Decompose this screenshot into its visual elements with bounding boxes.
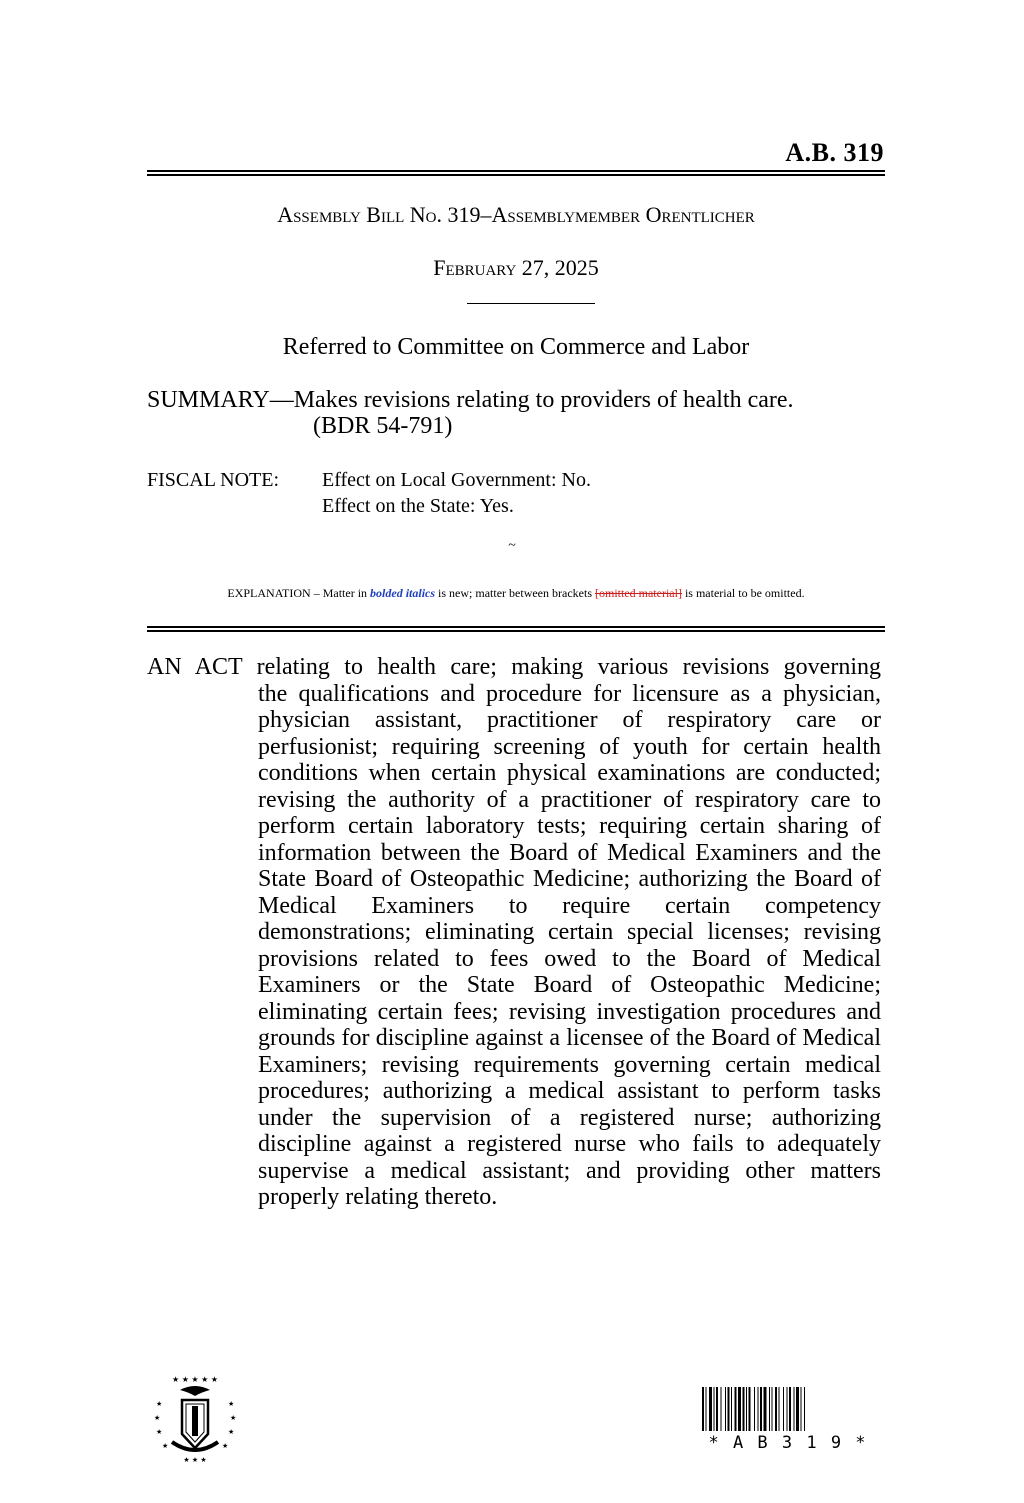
bill-date: February 27, 2025 <box>433 255 599 280</box>
svg-text:★: ★ <box>162 1442 169 1450</box>
barcode-bar <box>775 1387 777 1431</box>
explanation-new-sample: bolded italics <box>370 586 436 600</box>
section-double-rule <box>147 626 885 632</box>
barcode-bar <box>783 1387 784 1431</box>
fiscal-effect-state: Effect on the State: Yes. <box>322 495 514 517</box>
header-double-rule <box>147 170 885 176</box>
svg-text:★: ★ <box>228 1428 235 1436</box>
barcode-bar <box>804 1387 805 1431</box>
barcode-bar <box>789 1387 791 1431</box>
barcode-bar <box>725 1387 726 1431</box>
act-first-line: AN ACT relating to health care; making various revisions governing <box>147 654 881 680</box>
barcode-bar <box>721 1387 722 1431</box>
barcode-bar <box>787 1387 788 1431</box>
tilde-mark: ~ <box>508 538 516 553</box>
svg-text:★ ★ ★: ★ ★ ★ <box>183 1456 207 1464</box>
date-divider <box>467 303 595 304</box>
explanation-omitted-sample: [omitted material] <box>594 586 682 600</box>
bill-number: A.B. 319 <box>785 138 884 167</box>
explanation-suffix: is material to be omitted. <box>684 586 805 600</box>
barcode-bar <box>735 1387 737 1431</box>
svg-text:★: ★ <box>228 1400 235 1408</box>
barcode-bar <box>758 1387 759 1431</box>
fiscal-effect-local: Effect on Local Government: No. <box>322 469 591 491</box>
svg-text:★ ★ ★ ★ ★: ★ ★ ★ ★ ★ <box>171 1375 219 1384</box>
barcode-bar <box>738 1387 741 1431</box>
barcode-bar <box>796 1387 799 1431</box>
explanation-prefix: EXPLANATION – Matter in <box>227 586 368 600</box>
act-body: the qualifications and procedure for licensure as a physician, physician assistant, practitioner of respiratory care or perfusionist; requiring screening of youth for certain health conditions when certain physical examinations are conducted; revising the authority of a practitioner of respiratory care to perform certain laboratory tests; requiring certain sharing of information between the Board of Medical Examiners and the State Board of Osteopathic Medicine; authorizing the Board of Medical Examiners to require certain competency demonstrations; eliminating certain special licenses; revising provisions related to fees owed to the Board of Medical Examiners or the State Board of Osteopathic Medicine; eliminating certain fees; revising investigation procedures and grounds for discipline against a licensee of the Board of Medical Examiners; revising requirements governing certain medical procedures; authorizing a medical assistant to perform tasks under the supervision of a registered nurse; authorizing discipline against a registered nurse who fails to adequately supervise a medical assistant; and providing other matters properly relating thereto. <box>258 680 881 1210</box>
explanation <box>147 586 885 601</box>
committee-referral: Referred to Committee on Commerce and Labor <box>282 334 750 360</box>
summary <box>147 387 887 439</box>
svg-text:★: ★ <box>154 1414 161 1422</box>
summary-line: SUMMARY—Makes revisions relating to providers of health care. <box>147 387 794 413</box>
svg-text:★: ★ <box>156 1400 163 1408</box>
barcode-bar <box>779 1387 780 1431</box>
barcode-bar <box>764 1387 767 1431</box>
svg-text:★: ★ <box>230 1414 237 1422</box>
barcode-bar <box>749 1387 751 1431</box>
barcode-bar <box>706 1387 707 1431</box>
barcode-bar <box>801 1387 802 1431</box>
explanation-middle: is new; matter between brackets <box>438 586 592 600</box>
barcode-bar <box>731 1387 732 1431</box>
barcode-bar <box>716 1387 718 1431</box>
barcode-bar <box>769 1387 770 1431</box>
barcode-bar <box>709 1387 712 1431</box>
barcode-bar <box>728 1387 730 1431</box>
barcode-bar <box>743 1387 745 1431</box>
nevada-seal-icon <box>150 1372 240 1464</box>
svg-text:★: ★ <box>156 1428 163 1436</box>
svg-text:★: ★ <box>222 1442 229 1450</box>
summary-bdr: (BDR 54-791) <box>313 413 453 439</box>
barcode-bar <box>794 1387 795 1431</box>
barcode-bar <box>746 1387 747 1431</box>
fiscal-note-label: FISCAL NOTE: <box>147 469 280 491</box>
barcode-bar <box>772 1387 773 1431</box>
bill-heading: Assembly Bill No. 319–Assemblymember Orentlicher <box>277 202 755 227</box>
act-title <box>147 654 881 1211</box>
barcode-bar <box>754 1387 755 1431</box>
barcode-bar <box>702 1387 704 1431</box>
barcode-label: * A B 3 1 9 * <box>700 1433 876 1453</box>
fiscal-note <box>147 467 591 519</box>
barcode-bar <box>714 1387 715 1431</box>
barcode-bar <box>760 1387 762 1431</box>
